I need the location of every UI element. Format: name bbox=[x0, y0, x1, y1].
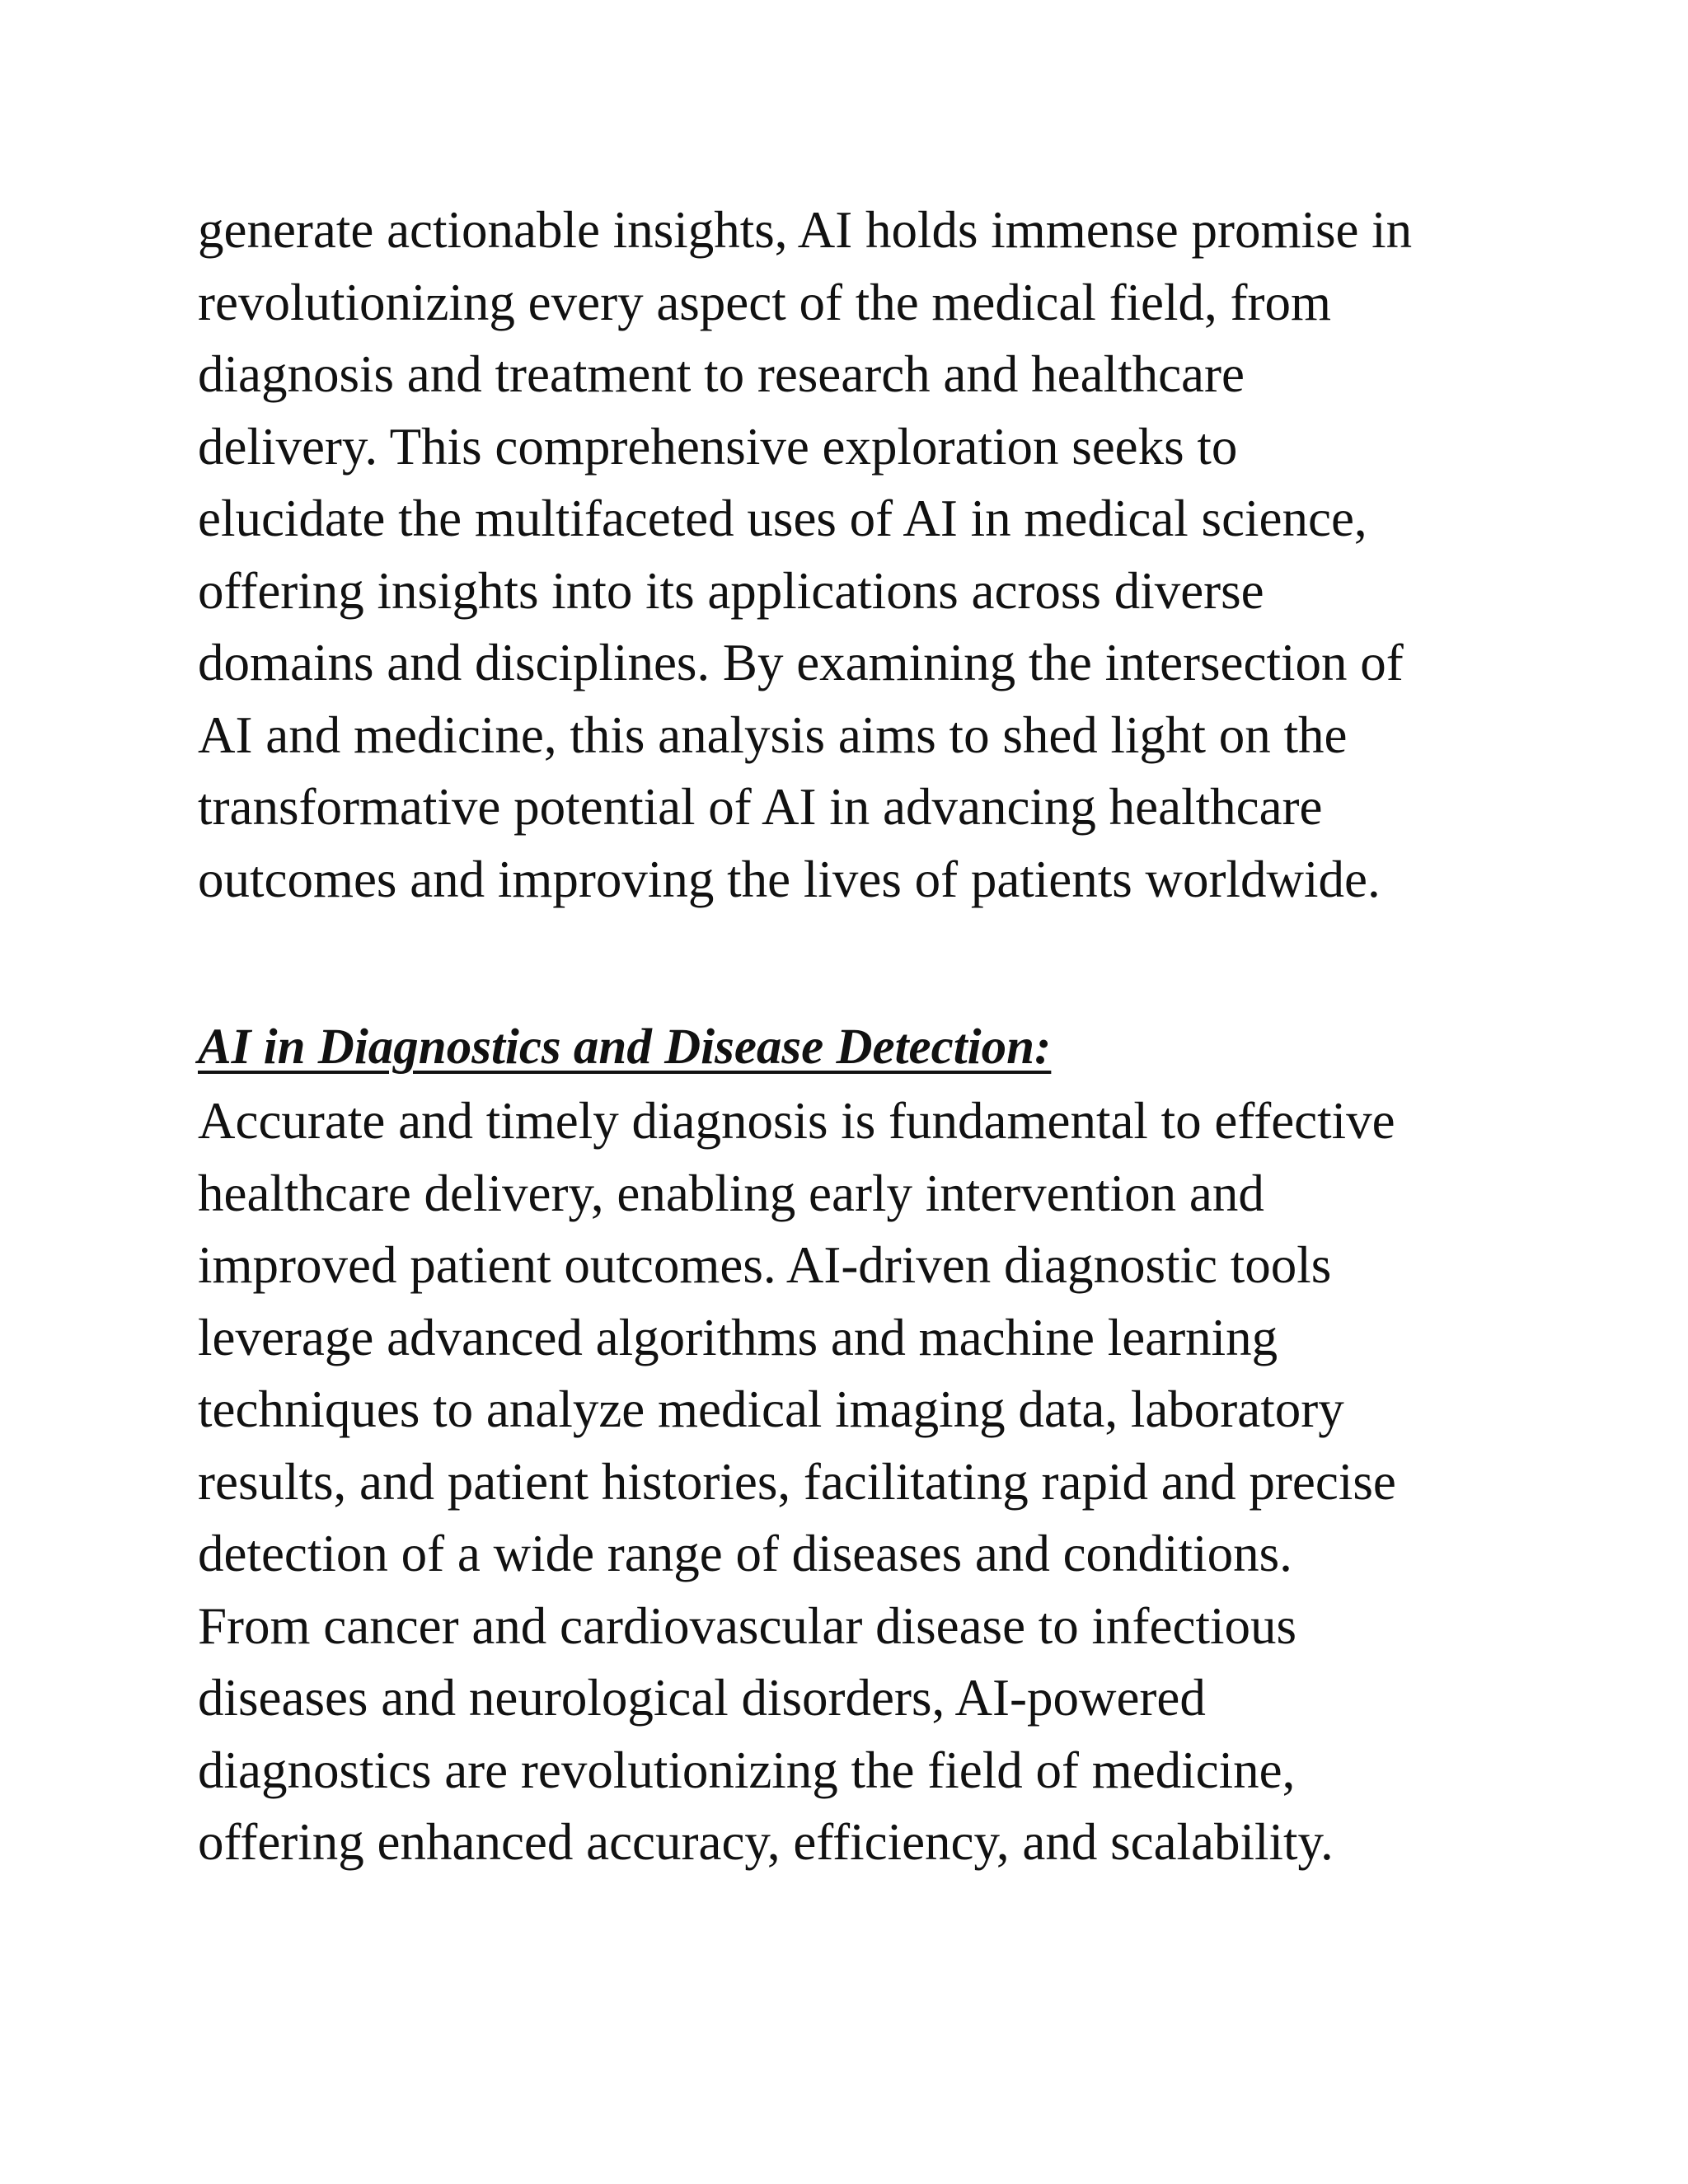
text-line: techniques to analyze medical imaging data, laboratory bbox=[198, 1380, 1344, 1438]
text-line: outcomes and improving the lives of patients worldwide. bbox=[198, 850, 1381, 908]
text-line: AI and medicine, this analysis aims to shed light on the bbox=[198, 705, 1348, 764]
text-line: offering enhanced accuracy, efficiency, and scalability. bbox=[198, 1813, 1334, 1871]
text-line: elucidate the multifaceted uses of AI in medical science, bbox=[198, 490, 1367, 547]
text-line: delivery. This comprehensive exploration seeks to bbox=[198, 417, 1238, 476]
text-line: diseases and neurological disorders, AI-powered bbox=[198, 1669, 1206, 1727]
text-line: leverage advanced algorithms and machine learning bbox=[198, 1308, 1278, 1366]
section-paragraph bbox=[198, 1085, 1517, 1879]
section-heading: AI in Diagnostics and Disease Detection: bbox=[198, 1019, 1052, 1075]
text-line: From cancer and cardiovascular disease to infectious bbox=[198, 1596, 1296, 1655]
text-line: results, and patient histories, facilitating rapid and precise bbox=[198, 1452, 1396, 1511]
text-line: generate actionable insights, AI holds immense promise in bbox=[198, 201, 1413, 259]
text-line: diagnostics are revolutionizing the field of medicine, bbox=[198, 1741, 1296, 1799]
text-line: detection of a wide range of diseases and conditions. bbox=[198, 1525, 1292, 1582]
text-line: transformative potential of AI in advancing healthcare bbox=[198, 778, 1323, 836]
text-line: diagnosis and treatment to research and healthcare bbox=[198, 345, 1245, 403]
text-line: domains and disciplines. By examining the intersection of bbox=[198, 634, 1404, 691]
text-line: healthcare delivery, enabling early intervention and bbox=[198, 1164, 1264, 1222]
text-line: Accurate and timely diagnosis is fundamental to effective bbox=[198, 1092, 1395, 1150]
page-content bbox=[198, 194, 1517, 1879]
text-line: revolutionizing every aspect of the medical field, from bbox=[198, 273, 1331, 331]
text-line: improved patient outcomes. AI-driven diagnostic tools bbox=[198, 1236, 1332, 1294]
intro-paragraph bbox=[198, 194, 1517, 916]
text-line: offering insights into its applications across diverse bbox=[198, 561, 1264, 620]
